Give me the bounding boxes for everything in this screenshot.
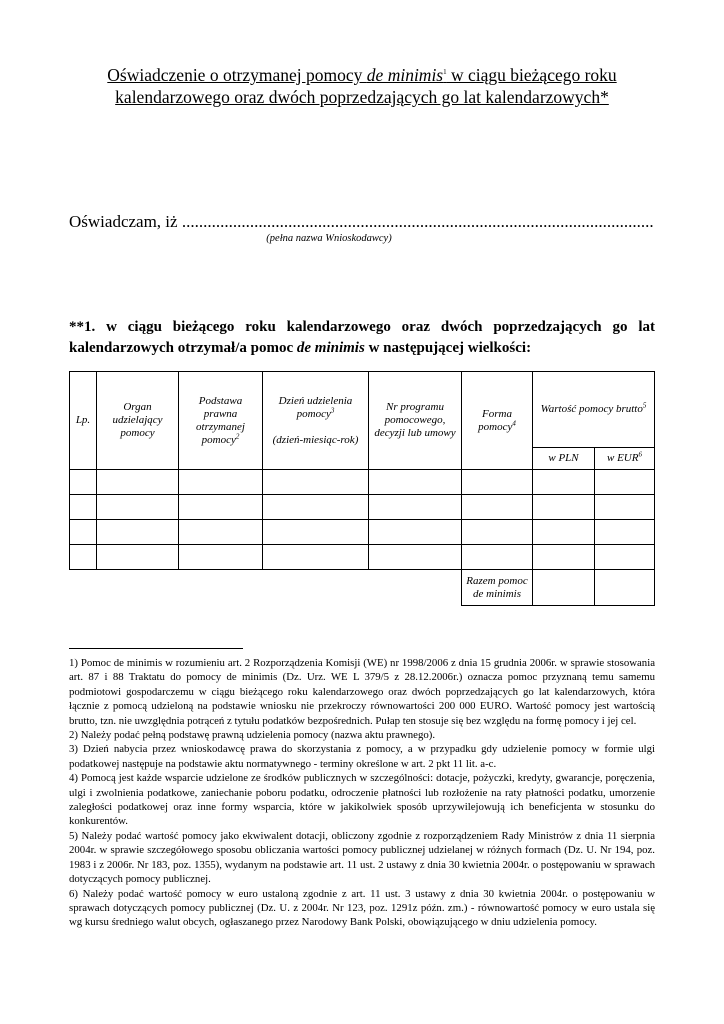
header-wartosc: Wartość pomocy brutto$^5$ xyxy=(533,372,655,448)
table-cell[interactable] xyxy=(97,520,179,545)
table-cell[interactable] xyxy=(179,520,263,545)
footnote-3: 3) Dzień nabycia przez wnioskodawcę prawa do skorzystania z pomocy, a w przypadku gdy udzielenie pomocy w formie ulgi podatkowej następuje na podstawie aktu normatywnego - terminy określone w art. 2 pkt 11 lit. a-c. xyxy=(69,743,655,770)
table-cell[interactable] xyxy=(263,470,369,495)
total-row xyxy=(70,570,655,606)
aid-table xyxy=(69,371,655,606)
declaration-note: (pełna nazwa Wnioskodawcy) xyxy=(266,233,392,244)
section-heading: **1. w ciągu bieżącego roku kalendarzowego oraz dwóch poprzedzających go lat kalendarzowych otrzymał/a pomoc de minimis w następującej wielkości: xyxy=(69,319,655,356)
table-row xyxy=(70,545,655,570)
header-lp: Lp. xyxy=(70,372,97,470)
table-cell[interactable] xyxy=(97,495,179,520)
table-cell[interactable] xyxy=(462,495,533,520)
table-cell[interactable] xyxy=(369,495,462,520)
header-w-pln: w PLN xyxy=(533,448,595,470)
document-title xyxy=(60,64,664,108)
table-cell[interactable] xyxy=(179,495,263,520)
table-cell[interactable] xyxy=(462,470,533,495)
table-row xyxy=(70,520,655,545)
table-cell[interactable] xyxy=(595,545,655,570)
table-row xyxy=(70,470,655,495)
table-cell[interactable] xyxy=(533,545,595,570)
header-nr-programu: Nr programu pomocowego, decyzji lub umowy xyxy=(369,372,462,470)
header-podstawa: Podstawa prawna otrzymanej pomocy$^2$ xyxy=(179,372,263,470)
table-cell[interactable] xyxy=(70,495,97,520)
table-cell[interactable] xyxy=(97,545,179,570)
table-cell[interactable] xyxy=(533,520,595,545)
table-cell[interactable] xyxy=(263,495,369,520)
table-cell[interactable] xyxy=(462,520,533,545)
footnote-divider xyxy=(69,648,243,649)
table-cell[interactable] xyxy=(369,545,462,570)
table-cell[interactable] xyxy=(179,545,263,570)
table-cell[interactable] xyxy=(533,495,595,520)
footnote-5: 5) Należy podać wartość pomocy jako ekwiwalent dotacji, obliczony zgodnie z rozporządzeniem Rady Ministrów z dnia 11 sierpnia 2004r. w sprawie szczegółowego sposobu obliczania wartości pomocy publicznej udzielanej w różnych formach (Dz. U. Nr 194, poz. 1983 i z 2006r. Nr 183, poz. 1355), wydanym na podstawie art. 11 ust. 2 ustawy z dnia 30 kwietnia 2004r. o postępowaniu w sprawach dotyczących pomocy publicznej. xyxy=(69,829,655,886)
total-eur[interactable] xyxy=(595,570,655,606)
table-row xyxy=(70,495,655,520)
table-cell[interactable] xyxy=(70,470,97,495)
title-line-2: kalendarzowego oraz dwóch poprzedzających go lat kalendarzowych* xyxy=(115,87,609,107)
header-organ: Organ udzielający pomocy xyxy=(97,372,179,470)
footnote-2: 2) Należy podać pełną podstawę prawną udzielenia pomocy (nazwa aktu prawnego). xyxy=(69,729,436,742)
table-cell[interactable] xyxy=(70,545,97,570)
table-cell[interactable] xyxy=(595,520,655,545)
total-label: Razem pomoc de minimis xyxy=(462,570,533,606)
table-cell[interactable] xyxy=(97,470,179,495)
table-cell[interactable] xyxy=(462,545,533,570)
header-forma: Forma pomocy$^4$ xyxy=(462,372,533,470)
table-cell[interactable] xyxy=(179,470,263,495)
table-cell[interactable] xyxy=(595,470,655,495)
table-cell[interactable] xyxy=(369,520,462,545)
table-cell[interactable] xyxy=(369,470,462,495)
table-cell[interactable] xyxy=(595,495,655,520)
footnote-1: 1) Pomoc de minimis w rozumieniu art. 2 Rozporządzenia Komisji (WE) nr 1998/2006 z dnia 15 grudnia 2006r. w sprawie stosowania art. 87 i 88 Traktatu do pomocy de minimis (Dz. Urz. WE L 379/5 z 28.12.2006r.) oznacza pomoc przyznaną temu samemu podmiotowi gospodarczemu w ciągu bieżącego roku kalendarzowego oraz dwóch poprzedzających go lat kalendarzowych, która łącznie z pomocą udzieloną na podstawie wniosku nie przekroczy równowartości 200 000 EURO. Wartość pomocy jest wartością brutto, tzn. nie uwzględnia potrąceń z tytułu podatków bezpośrednich. Pułap ten stosuje się bez względu na formę pomocy i jej cel. xyxy=(69,657,655,727)
header-w-eur: w EUR$^6$ xyxy=(595,448,655,470)
title-line-1: Oświadczenie o otrzymanej pomocy de minimis$^1$ w ciągu bieżącego roku xyxy=(107,65,617,85)
table-cell[interactable] xyxy=(263,520,369,545)
table-cell[interactable] xyxy=(263,545,369,570)
footnote-4: 4) Pomocą jest każde wsparcie udzielone ze środków publicznych w szczególności: dotacje, pożyczki, kredyty, gwarancje, poręczenia, ulgi i zwolnienia podatkowe, zaniechanie poboru podatku, odroczenie płatności lub rozłożenie na raty płatności podatku, umorzenie zaległości podatkowej oraz inne formy wsparcia, które w jakikolwiek sposób uprzywilejowują ich beneficjenta w stosunku do konkurentów. xyxy=(69,772,655,828)
table-cell[interactable] xyxy=(70,520,97,545)
declaration-line[interactable]: Oświadczam, iż ............................................................................................................... xyxy=(69,212,654,231)
footnotes xyxy=(69,656,655,930)
table-cell[interactable] xyxy=(533,470,595,495)
header-dzien: Dzień udzielenia pomocy$^3$ (dzień-miesiąc-rok) xyxy=(263,372,369,470)
footnote-6: 6) Należy podać wartość pomocy w euro ustaloną zgodnie z art. 11 ust. 3 ustawy z dnia 30 kwietnia 2004r. o postępowaniu w sprawach dotyczących pomocy publicznej (Dz. U. z 2004r. Nr 123, poz. 1291z późn. zm.) - równowartość pomocy w euro ustala się wg kursu średniego walut obcych, ogłaszanego przez Narodowy Bank Polski, obowiązującego w dniu udzielenia pomocy. xyxy=(69,887,655,929)
total-pln[interactable] xyxy=(533,570,595,606)
